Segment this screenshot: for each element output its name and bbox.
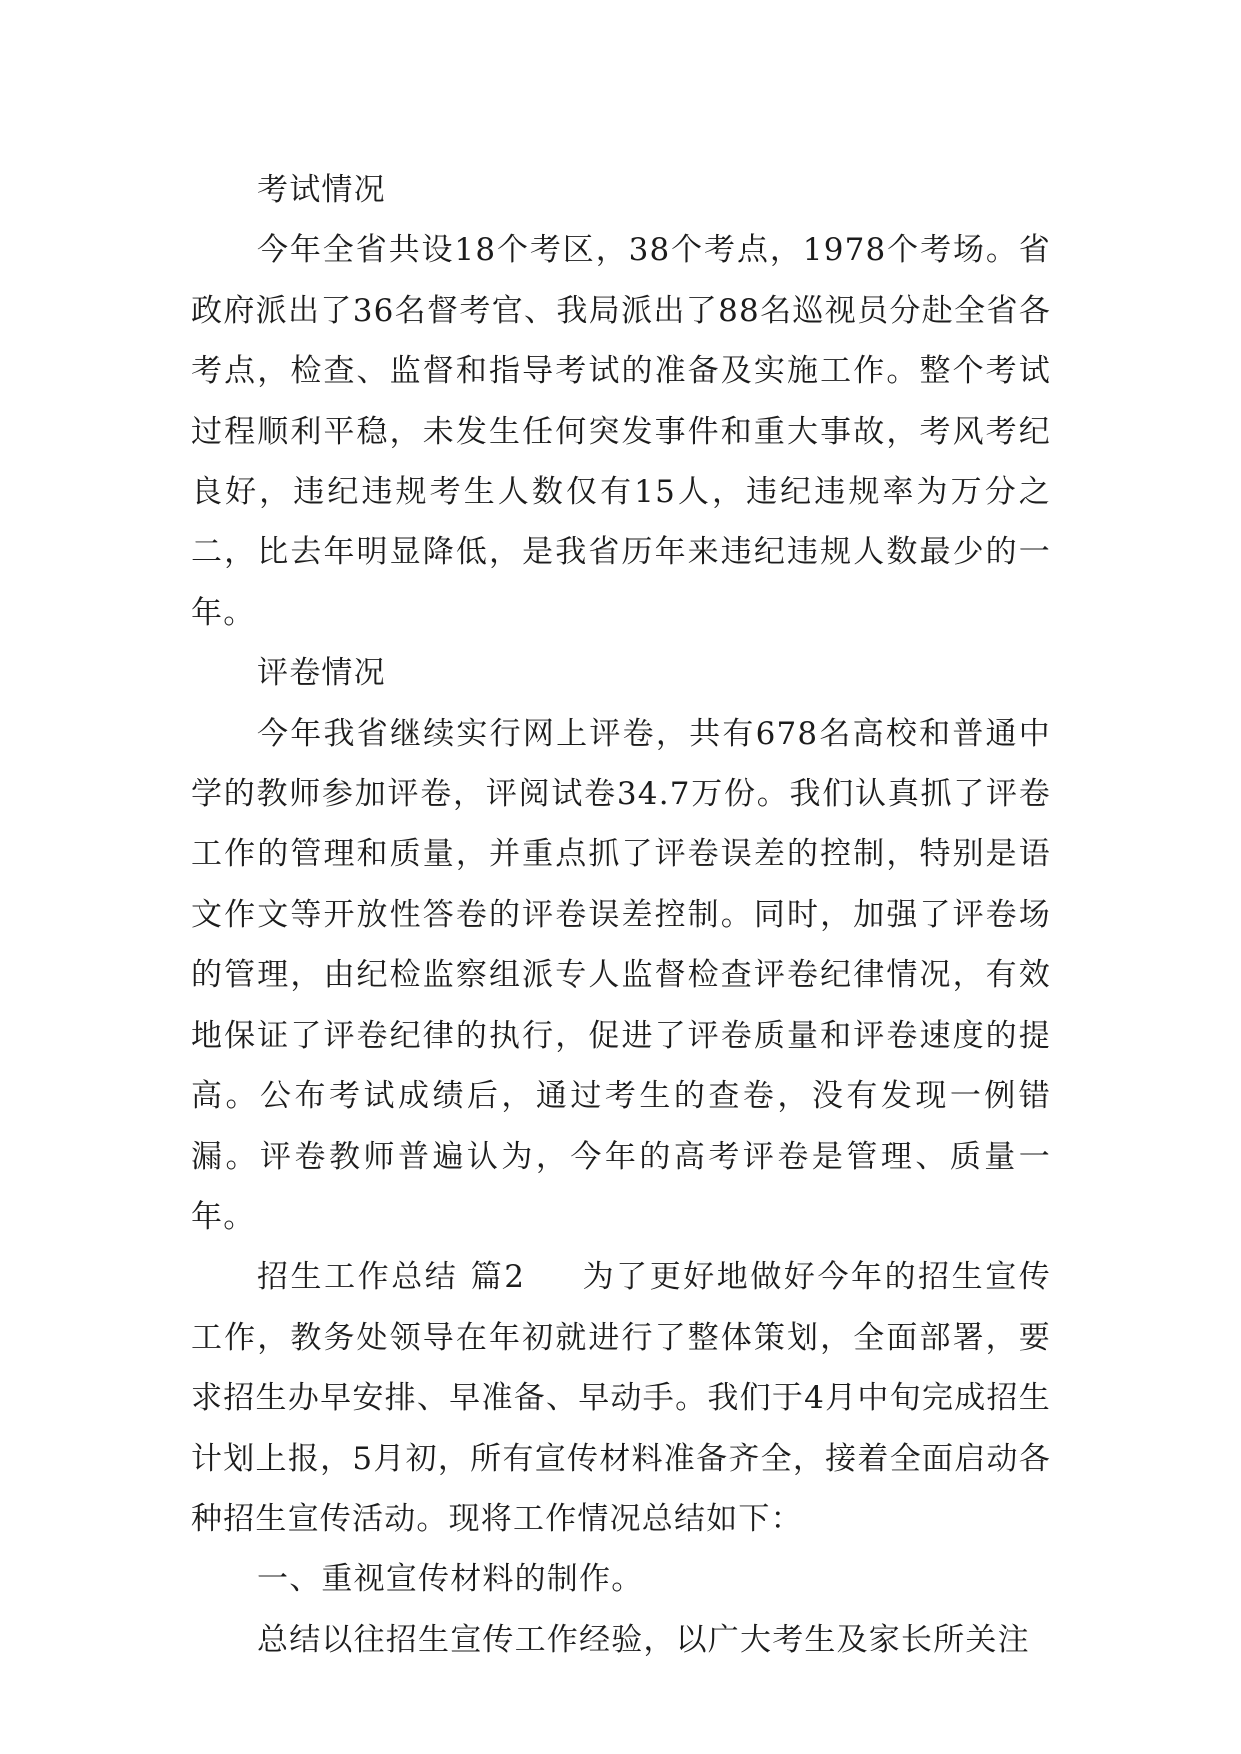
part2-label: 篇2 — [470, 1259, 526, 1296]
paragraph-exam: 今年全省共设18个考区，38个考点，1978个考场。省政府派出了36名督考官、我局派出了88名巡视员分赴全省各考点，检查、监督和指导考试的准备及实施工作。整个考试过程顺利平稳，未发生任何突发事件和重大事故，考风考纪良好，违纪违规考生人数仅有15人，违纪违规率为万分之二，比去年明显降低，是我省历年来违纪违规人数最少的一年。 — [191, 232, 1051, 631]
section-heading-exam: 考试情况 — [257, 172, 386, 208]
section-heading-grading: 评卷情况 — [257, 655, 386, 692]
item1-heading: 一、重视宣传材料的制作。 — [257, 1561, 644, 1598]
part2-intro-text: 为了更好地做好今年的招生宣传工作，教务处领导在年初就进行了整体策划，全面部署，要求招生办早安排、早准备、早动手。我们于4月中旬完成招生计划上报，5月初，所有宣传材料准备齐全，接着全面启动各种招生宣传活动。现将工作情况总结如下： — [191, 1259, 1051, 1537]
part2-title: 招生工作总结 — [257, 1259, 459, 1296]
paragraph-part2-intro — [191, 1247, 1051, 1549]
document-body — [191, 160, 1051, 1670]
item1-text: 总结以往招生宣传工作经验，以广大考生及家长所关注 — [257, 1621, 1030, 1658]
paragraph-grading: 今年我省继续实行网上评卷，共有678名高校和普通中学的教师参加评卷，评阅试卷34.7万份。我们认真抓了评卷工作的管理和质量，并重点抓了评卷误差的控制，特别是语文作文等开放性答卷的评卷误差控制。同时，加强了评卷场的管理，由纪检监察组派专人监督检查评卷纪律情况，有效地保证了评卷纪律的执行，促进了评卷质量和评卷速度的提高。公布考试成绩后，通过考生的查卷，没有发现一例错漏。评卷教师普遍认为，今年的高考评卷是管理、质量一年。 — [191, 715, 1051, 1235]
